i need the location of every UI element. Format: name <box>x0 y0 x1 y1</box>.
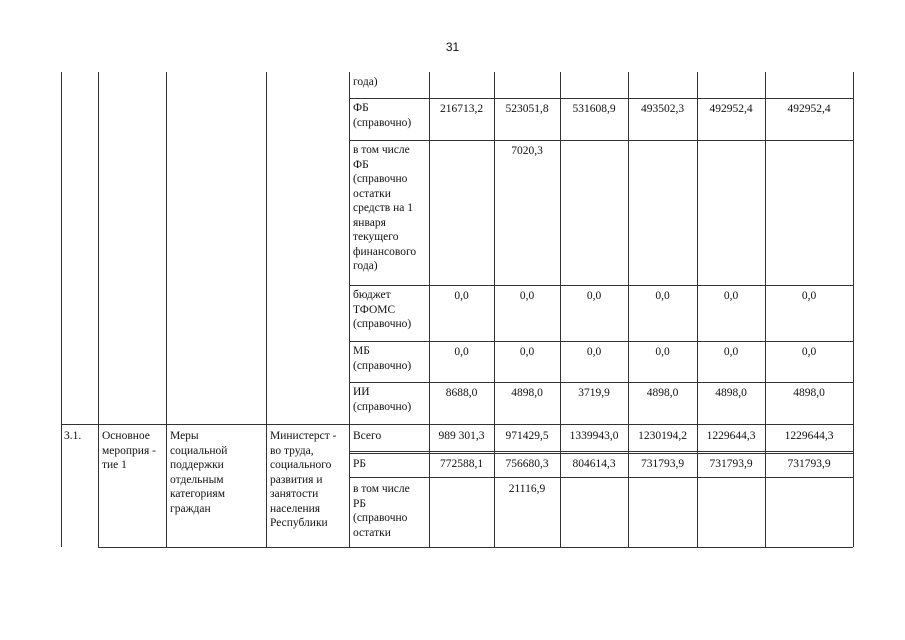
value-cell: 0,0 <box>655 290 670 302</box>
value-cell: 731793,9 <box>709 458 753 470</box>
table-vertical-rule <box>266 72 267 547</box>
value-cell: 523051,8 <box>505 103 549 115</box>
table-horizontal-rule <box>349 140 853 141</box>
table-vertical-rule <box>560 72 561 547</box>
funding-source-label: в том числе РБ (справочно остатки <box>353 483 410 539</box>
value-cell: 4898,0 <box>793 387 825 399</box>
value-cell: 4898,0 <box>715 387 747 399</box>
value-cell: 0,0 <box>655 346 670 358</box>
value-cell: 0,0 <box>519 346 535 358</box>
table-vertical-rule <box>628 72 629 547</box>
value-cell: 492952,4 <box>709 103 753 115</box>
table-horizontal-rule <box>349 98 853 99</box>
table-horizontal-rule <box>61 424 853 425</box>
value-cell: 0,0 <box>801 290 817 302</box>
value-cell: 8688,0 <box>445 387 478 399</box>
value-cell: 1230194,2 <box>638 430 687 442</box>
table-vertical-rule <box>765 72 766 547</box>
value-cell: 989 301,3 <box>438 430 485 442</box>
funding-source-label: ИИ (справочно) <box>353 386 412 413</box>
value-cell: 971429,5 <box>505 430 549 442</box>
table-vertical-rule <box>61 72 62 547</box>
value-cell: 0,0 <box>454 346 469 358</box>
value-cell: 1339943,0 <box>569 430 619 442</box>
value-cell: 0,0 <box>454 290 469 302</box>
funding-source-label: РБ <box>353 458 366 470</box>
activity-name: Меры социальной поддержки отдельным категориям граждан <box>170 430 228 515</box>
value-cell: 1229644,3 <box>784 430 834 442</box>
activity-executor: Министерст - во труда, социального развития и занятости населения Республики <box>270 430 337 529</box>
funding-source-label: года) <box>353 76 378 88</box>
value-cell: 493502,3 <box>640 103 685 115</box>
value-cell: 0,0 <box>586 346 602 358</box>
value-cell: 216713,2 <box>439 103 484 115</box>
value-cell: 0,0 <box>801 346 817 358</box>
value-cell: 4898,0 <box>511 387 543 399</box>
table-vertical-rule <box>166 72 167 547</box>
table-vertical-rule <box>697 72 698 547</box>
table-horizontal-rule <box>349 285 853 286</box>
value-cell: 0,0 <box>723 346 739 358</box>
table-vertical-rule <box>349 72 350 547</box>
funding-source-label: МБ (справочно) <box>353 345 412 372</box>
value-cell: 0,0 <box>723 290 739 302</box>
value-cell: 3719,9 <box>578 387 610 399</box>
table-horizontal-rule <box>349 451 853 452</box>
value-cell: 1229644,3 <box>706 430 756 442</box>
funding-source-label: в том числе ФБ (справочно остатки средств на 1 января текущего финансового года) <box>353 144 417 272</box>
value-cell: 21116,9 <box>508 483 546 495</box>
table-vertical-rule <box>429 72 430 547</box>
value-cell: 0,0 <box>519 290 535 302</box>
value-cell: 7020,3 <box>511 145 543 157</box>
activity-number: 3.1. <box>64 430 82 442</box>
table-horizontal-rule <box>349 341 853 342</box>
funding-source-label: Всего <box>353 430 382 442</box>
value-cell: 731793,9 <box>640 458 685 470</box>
value-cell: 756680,3 <box>505 458 549 470</box>
table-vertical-rule <box>853 72 854 547</box>
value-cell: 492952,4 <box>787 103 831 115</box>
activity-type: Основное мероприя - тие 1 <box>102 430 156 471</box>
funding-source-label: ФБ (справочно) <box>353 102 412 129</box>
value-cell: 531608,9 <box>572 103 616 115</box>
value-cell: 4898,0 <box>646 387 679 399</box>
table-horizontal-rule <box>98 547 853 548</box>
value-cell: 0,0 <box>586 290 602 302</box>
table-horizontal-rule <box>349 453 853 454</box>
funding-source-label: бюджет ТФОМС (справочно) <box>353 289 412 330</box>
table-vertical-rule <box>98 72 99 547</box>
table-horizontal-rule <box>349 382 853 383</box>
value-cell: 804614,3 <box>572 458 616 470</box>
page-number: 31 <box>445 40 460 54</box>
value-cell: 772588,1 <box>439 458 484 470</box>
value-cell: 731793,9 <box>787 458 831 470</box>
table-horizontal-rule <box>349 477 853 478</box>
